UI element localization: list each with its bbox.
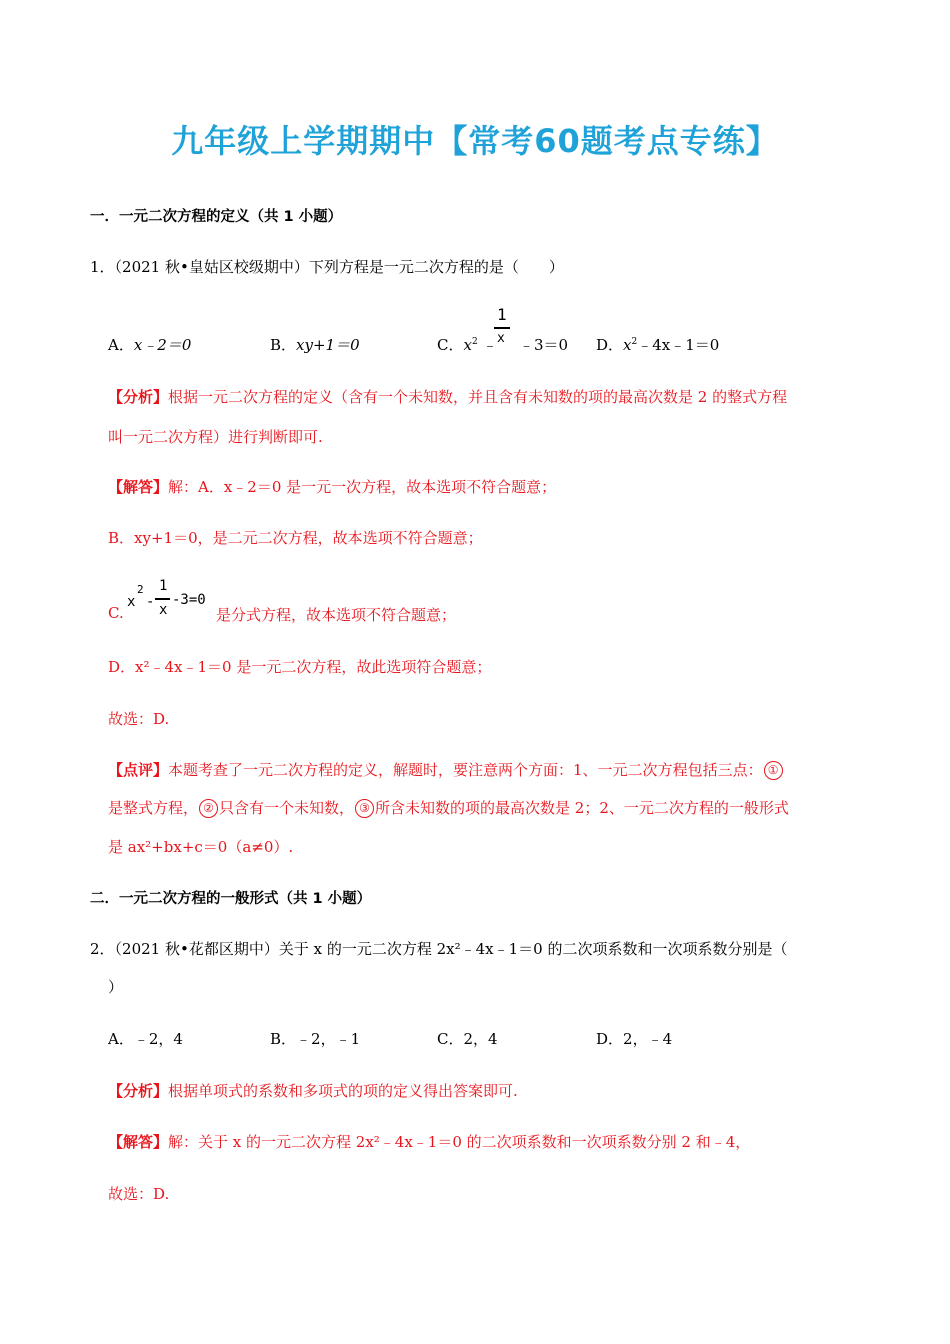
q2-answer-choice: 故选：D. [108,1185,170,1203]
section-heading-1: 一．一元二次方程的定义（共 1 小题） [90,209,343,225]
question-1-stem [90,256,564,277]
question-text: 下列方程是一元二次方程的是（ ） [308,258,564,276]
answer-line-b: B．xy+1＝0，是二元二次方程，故本选项不符合题意； [108,529,483,547]
answer-line-c-text: 是分式方程，故本选项不符合题意； [216,606,457,624]
answer-line-a: 【解答】解：A．x﹣2＝0 是一元一次方程，故本选项不符合题意； [108,478,557,496]
comment-line-1: 【点评】本题考查了一元二次方程的定义，解题时，要注意两个方面：1、一元二次方程包括三点： ① [108,759,784,780]
option-a-equation: x﹣2＝0 [133,336,192,354]
option-c-fraction-denominator: x [497,331,505,346]
question-text: 关于 x 的一元二次方程 2x²﹣4x﹣1＝0 的二次项系数和一次项系数分别是（ [278,940,788,958]
answer-line-c-label: C. [108,604,124,622]
page-title: 九年级上学期期中【常考60题考点专练】 [171,122,779,160]
section-heading-2: 二．一元二次方程的一般形式（共 1 小题） [90,891,372,907]
q2-option-a: A．﹣2，4 [108,1030,183,1048]
answer-line-d: D．x²﹣4x﹣1＝0 是一元二次方程，故此选项符合题意； [108,658,492,676]
circled-number-1: ① [764,761,783,780]
answer-c-figure-fraction-bar [155,598,170,600]
question-2-stem [90,938,788,959]
option-c-fraction-numerator: 1 [497,305,507,324]
option-b: B．xy+1＝0 [270,336,360,354]
comment-line-2: 是整式方程， ② 只含有一个未知数， ③ 所含未知数的项的最高次数是 2；2、一元二次方程的一般形式 [108,799,789,817]
q2-option-b: B．﹣2，﹣1 [270,1030,361,1048]
analysis-line-2: 叫一元二次方程）进行判断即可. [108,428,323,446]
answer-c-figure-numerator: 1 [159,578,168,594]
answer-choice: 故选：D. [108,710,170,728]
comment-tag: 【点评】 [108,761,169,779]
answer-c-figure-tail: -3=0 [172,592,206,608]
option-c: C．$x^2$ ﹣ [437,336,498,354]
answer-c-figure-minus: - [146,594,155,610]
comment-line-3: 是 ax²+bx+c＝0（a≠0）. [108,838,294,856]
option-d: D．$x^2﹣4x﹣1=0$ [596,336,720,354]
option-b-equation: xy+1＝0 [296,336,360,354]
question-source: （2021 秋•花都区期中） [114,940,279,958]
analysis-tag: 【分析】 [108,388,169,406]
answer-c-figure-denominator: x [159,602,168,618]
option-a: A．x﹣2＝0 [108,336,192,354]
analysis-line-1: 【分析】根据一元二次方程的定义（含有一个未知数，并且含有未知数的项的最高次数是 2 的整式方程 [108,388,788,406]
q2-option-d: D．2，﹣4 [596,1030,673,1048]
q2-answer: 【解答】解：关于 x 的一元二次方程 2x²﹣4x﹣1＝0 的二次项系数和一次项系数分别 2 和﹣4， [108,1133,751,1151]
analysis-tag: 【分析】 [108,1082,169,1100]
answer-c-figure-x: x [127,594,136,610]
answer-c-figure-exponent: 2 [137,583,144,596]
q2-analysis: 【分析】根据单项式的系数和多项式的项的定义得出答案即可. [108,1082,518,1100]
q2-option-c: C．2，4 [437,1030,498,1048]
answer-tag: 【解答】 [108,1133,169,1151]
circled-number-2: ② [199,799,218,818]
option-c-tail: ﹣3＝0 [519,336,569,354]
answer-tag: 【解答】 [108,478,169,496]
question-2-stem-end: ） [108,978,124,996]
circled-number-3: ③ [355,799,374,818]
question-number: 2． [90,940,115,958]
question-number: 1． [90,258,115,276]
question-source: （2021 秋•皇姑区校级期中） [114,258,309,276]
option-c-fraction-bar [494,327,510,329]
